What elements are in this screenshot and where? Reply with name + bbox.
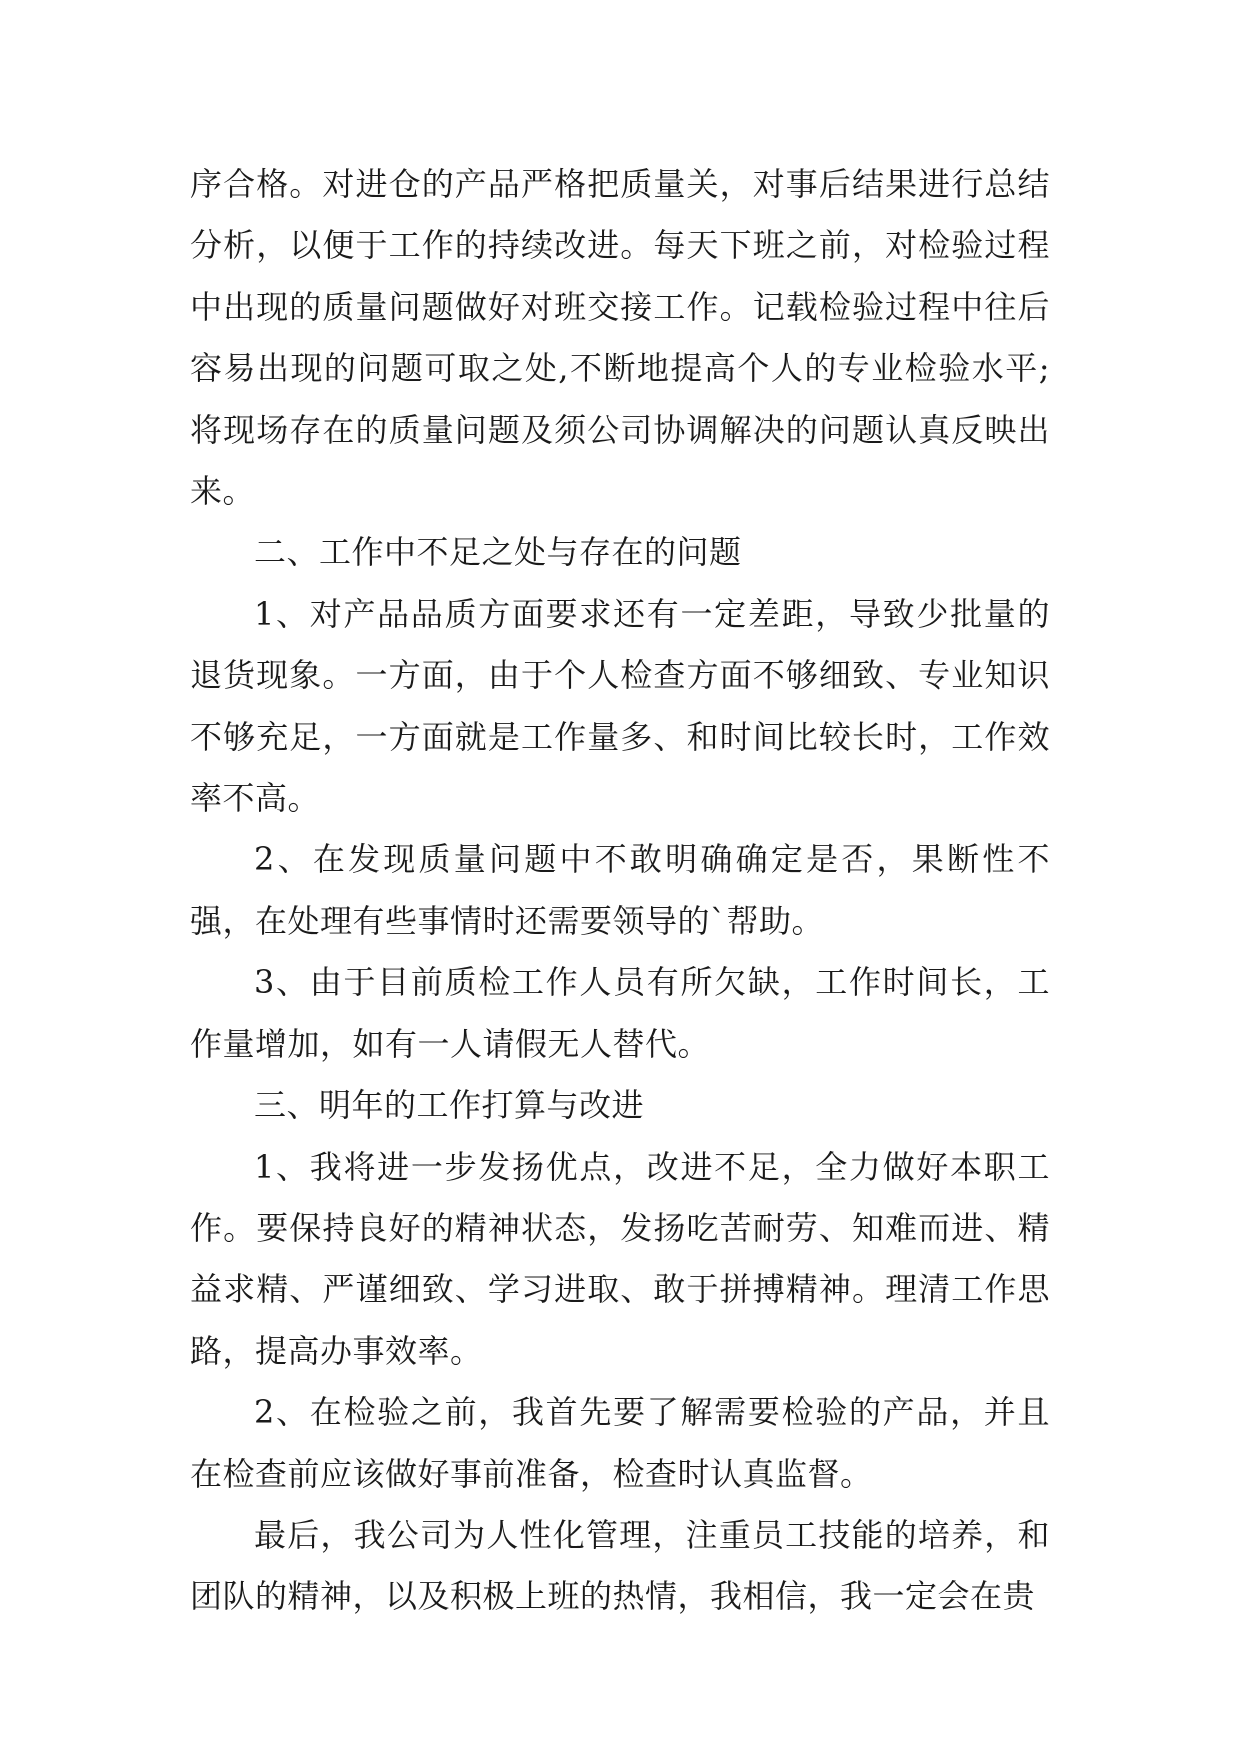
paragraph-item-3: 3、由于目前质检工作人员有所欠缺，工作时间长，工作量增加，如有一人请假无人替代。: [190, 963, 1050, 1063]
document-body: [190, 154, 1050, 1628]
paragraph-plan-2: 2、在检验之前，我首先要了解需要检验的产品，并且在检查前应该做好事前准备，检查时认真监督。: [190, 1393, 1050, 1493]
paragraph-item-1: 1、对产品品质方面要求还有一定差距，导致少批量的退货现象。一方面，由于个人检查方面不够细致、专业知识不够充足，一方面就是工作量多、和时间比较长时，工作效率不高。: [190, 594, 1050, 818]
paragraph-plan-1: 1、我将进一步发扬优点，改进不足，全力做好本职工作。要保持良好的精神状态，发扬吃苦耐劳、知难而进、精益求精、严谨细致、学习进取、敢于拼搏精神。理清工作思路，提高办事效率。: [190, 1147, 1050, 1370]
paragraph-continuation: 序合格。对进仓的产品严格把质量关，对事后结果进行总结分析，以便于工作的持续改进。每天下班之前，对检验过程中出现的质量问题做好对班交接工作。记载检验过程中往后容易出现的问题可取之处,不断地提高个人的专业检验水平;将现场存在的质量问题及须公司协调解决的问题认真反映出来。: [190, 165, 1050, 511]
paragraph-item-2: 2、在发现质量问题中不敢明确确定是否，果断性不强，在处理有些事情时还需要领导的`帮助。: [190, 840, 1050, 940]
section-heading-3: 三、明年的工作打算与改进: [254, 1086, 645, 1125]
paragraph-closing: 最后，我公司为人性化管理，注重员工技能的培养，和团队的精神，以及积极上班的热情，我相信，我一定会在贵: [190, 1515, 1050, 1616]
section-heading-2: 二、工作中不足之处与存在的问题: [254, 533, 742, 572]
